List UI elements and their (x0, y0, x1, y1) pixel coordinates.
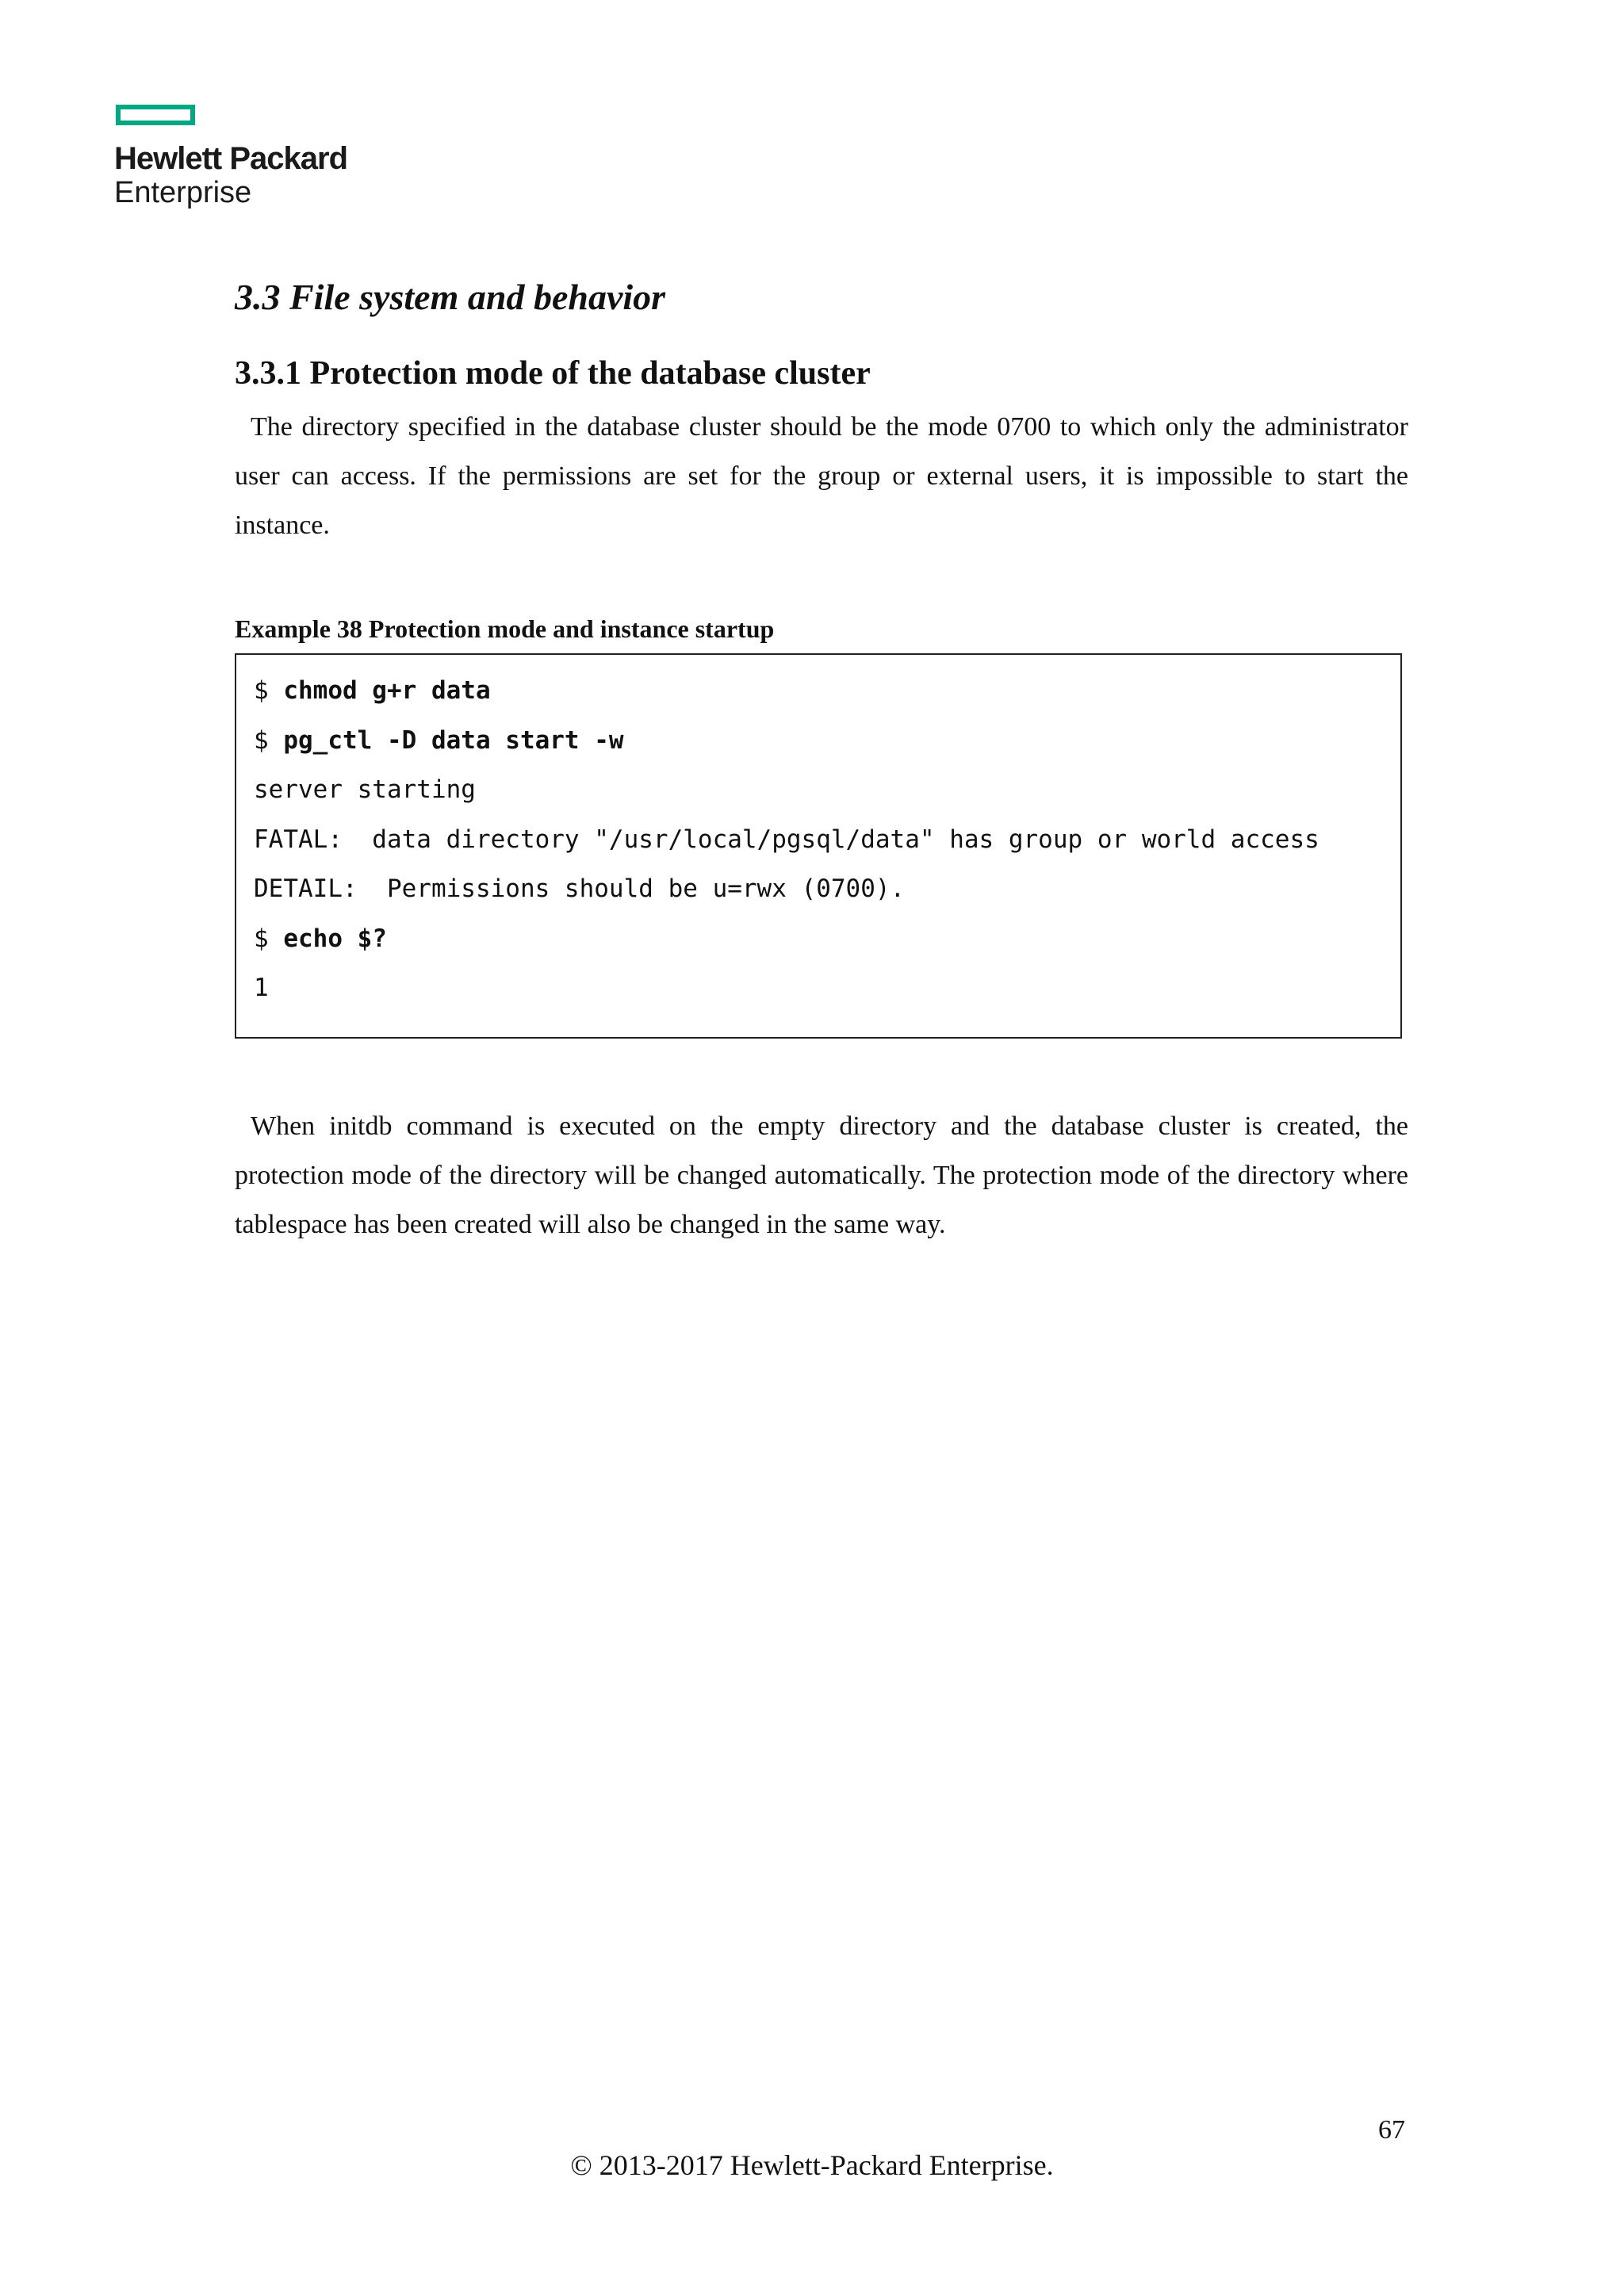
document-body (235, 270, 1408, 1249)
code-output: 1 (254, 974, 269, 1002)
subsection-title: 3.3.1 Protection mode of the database cluster (235, 355, 871, 392)
code-command: chmod g+r data (283, 676, 491, 705)
paragraph-protection-mode: The directory specified in the database cluster should be the mode 0700 to which only the administrator user can access. If the permissions are set for the group or external users, it is impossible to start the instance. (235, 412, 1408, 540)
code-prompt: $ (254, 924, 284, 953)
logo-mark (116, 105, 195, 125)
code-example-box (235, 653, 1402, 1039)
code-output: FATAL: data directory "/usr/local/pgsql/data" has group or world access (254, 825, 1320, 854)
section-title: 3.3 File system and behavior (235, 277, 666, 317)
code-command: echo $? (283, 924, 387, 953)
code-line (254, 963, 1400, 1013)
paragraph-initdb: When initdb command is executed on the empty directory and the database cluster is created, the protection mode of the directory will be changed automatically. The protection mode of the directory where tablespace has been created will also be changed in the same way. (235, 1111, 1408, 1239)
code-line (254, 666, 1400, 716)
code-line (254, 914, 1400, 964)
example-caption: Example 38 Protection mode and instance startup (235, 614, 775, 643)
code-prompt: $ (254, 725, 284, 755)
logo-text-line2: Enterprise (114, 176, 252, 209)
hpe-logo (116, 105, 370, 216)
logo-text-line1: Hewlett Packard (114, 141, 348, 176)
code-line (254, 815, 1400, 865)
code-prompt: $ (254, 676, 284, 705)
code-output: server starting (254, 775, 476, 804)
page-number: 67 (1378, 2115, 1405, 2145)
code-line (254, 765, 1400, 815)
code-line (254, 716, 1400, 766)
code-command: pg_ctl -D data start -w (283, 725, 624, 755)
code-output: DETAIL: Permissions should be u=rwx (0700). (254, 874, 906, 903)
code-line (254, 864, 1400, 914)
copyright-notice: © 2013-2017 Hewlett-Packard Enterprise. (570, 2149, 1054, 2181)
